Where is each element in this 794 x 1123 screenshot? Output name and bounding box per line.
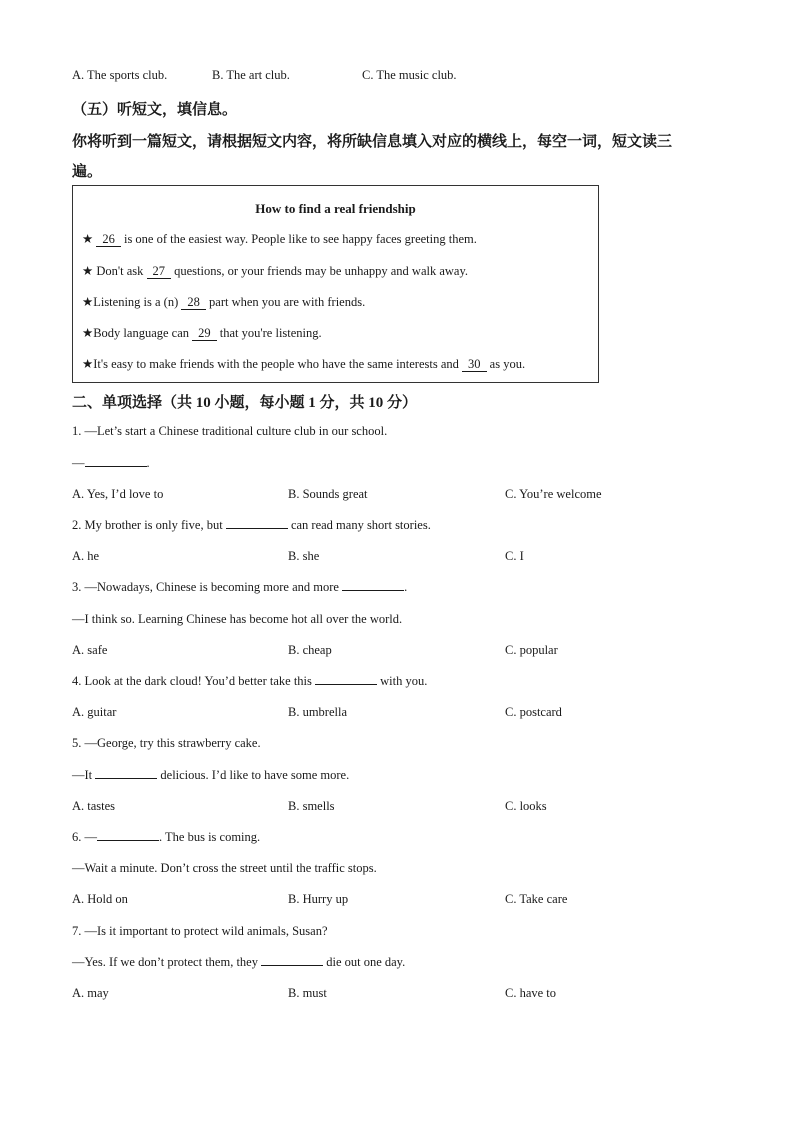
- period: .: [146, 456, 150, 470]
- question-5-reply: [72, 768, 349, 783]
- question-2: [72, 518, 431, 533]
- answer-blank[interactable]: [342, 580, 404, 591]
- part2-title: 二、单项选择（共 10 小题，每小题 1 分，共 10 分）: [72, 395, 418, 411]
- q-text: 4. Look at the dark cloud! You’d better take this: [72, 674, 316, 688]
- q-text: delicious. I’d like to have some more.: [157, 768, 350, 782]
- question-7: 7. —Is it important to protect wild animals, Susan?: [72, 924, 328, 938]
- row-text: ★ Don't ask: [82, 264, 147, 278]
- box-title: How to find a real friendship: [255, 201, 416, 216]
- q5-option-b: B. smells: [288, 799, 335, 813]
- blank-28[interactable]: 28: [181, 296, 206, 310]
- question-1-answer-line: [72, 456, 150, 471]
- q1-option-c: C. You’re welcome: [505, 487, 602, 501]
- box-row-26: [82, 231, 477, 247]
- option-a: A. The sports club.: [72, 68, 168, 82]
- blank-29[interactable]: 29: [192, 327, 217, 341]
- question-6-reply: —Wait a minute. Don’t cross the street until the traffic stops.: [72, 861, 377, 875]
- question-3: [72, 580, 407, 595]
- q-text: die out one day.: [323, 955, 406, 969]
- q-text: 3. —Nowadays, Chinese is becoming more and more: [72, 580, 343, 594]
- option-c: C. The music club.: [362, 68, 457, 82]
- q7-option-c: C. have to: [505, 986, 557, 1000]
- row-text: ★It's easy to make friends with the people who have the same interests and: [82, 357, 463, 371]
- answer-blank[interactable]: [97, 830, 159, 841]
- answer-blank[interactable]: [95, 768, 157, 779]
- q-text: —Yes. If we don’t protect them, they: [72, 955, 262, 969]
- q-text: 2. My brother is only five, but: [72, 518, 226, 532]
- section5-instruction-line2: 遍。: [72, 164, 103, 180]
- answer-blank[interactable]: [315, 674, 377, 685]
- question-3-reply: —I think so. Learning Chinese has become hot all over the world.: [72, 612, 403, 626]
- blank-30[interactable]: 30: [462, 358, 487, 372]
- row-text: ★: [82, 232, 97, 246]
- q4-option-c: C. postcard: [505, 705, 562, 719]
- q5-option-a: A. tastes: [72, 799, 116, 813]
- option-b: B. The art club.: [212, 68, 290, 82]
- blank-26[interactable]: 26: [96, 233, 121, 247]
- box-row-28: [82, 294, 365, 310]
- row-text: part when you are with friends.: [205, 295, 366, 309]
- q3-option-c: C. popular: [505, 643, 558, 657]
- answer-blank[interactable]: [85, 456, 147, 467]
- q7-option-b: B. must: [288, 986, 327, 1000]
- friendship-info-box: [72, 185, 599, 383]
- q2-option-b: B. she: [288, 549, 320, 563]
- box-row-30: [82, 356, 525, 372]
- q6-option-c: C. Take care: [505, 892, 568, 906]
- row-text: that you're listening.: [216, 326, 322, 340]
- question-4: [72, 674, 427, 689]
- row-text: as you.: [486, 357, 526, 371]
- q4-option-b: B. umbrella: [288, 705, 348, 719]
- q-text: can read many short stories.: [287, 518, 431, 532]
- section5-title: （五）听短文，填信息。: [72, 102, 238, 118]
- dash: —: [72, 456, 85, 470]
- q3-option-a: A. safe: [72, 643, 108, 657]
- q1-option-a: A. Yes, I’d love to: [72, 487, 164, 501]
- question-5: 5. —George, try this strawberry cake.: [72, 736, 261, 750]
- answer-blank[interactable]: [261, 955, 323, 966]
- q2-option-a: A. he: [72, 549, 100, 563]
- box-row-27: [82, 263, 468, 279]
- q7-option-a: A. may: [72, 986, 109, 1000]
- q-text: —It: [72, 768, 96, 782]
- row-text: questions, or your friends may be unhappy and walk away.: [171, 264, 469, 278]
- blank-27[interactable]: 27: [147, 265, 172, 279]
- question-7-reply: [72, 955, 405, 970]
- q5-option-c: C. looks: [505, 799, 547, 813]
- q6-option-b: B. Hurry up: [288, 892, 349, 906]
- question-1: 1. —Let’s start a Chinese traditional culture club in our school.: [72, 424, 388, 438]
- row-text: is one of the easiest way. People like to see happy faces greeting them.: [120, 232, 477, 246]
- q-text: . The bus is coming.: [159, 830, 261, 844]
- q2-option-c: C. I: [505, 549, 524, 563]
- q3-option-b: B. cheap: [288, 643, 332, 657]
- section5-instruction-line1: 你将听到一篇短文，请根据短文内容，将所缺信息填入对应的横线上，每空一词，短文读三: [72, 134, 673, 150]
- q1-option-b: B. Sounds great: [288, 487, 368, 501]
- q-text: with you.: [377, 674, 428, 688]
- row-text: ★Body language can: [82, 326, 193, 340]
- q-text: 6. —: [72, 830, 97, 844]
- question-6: [72, 830, 260, 845]
- answer-blank[interactable]: [226, 518, 288, 529]
- q6-option-a: A. Hold on: [72, 892, 128, 906]
- row-text: ★Listening is a (n): [82, 295, 182, 309]
- box-row-29: [82, 325, 322, 341]
- q4-option-a: A. guitar: [72, 705, 117, 719]
- q-text: .: [404, 580, 408, 594]
